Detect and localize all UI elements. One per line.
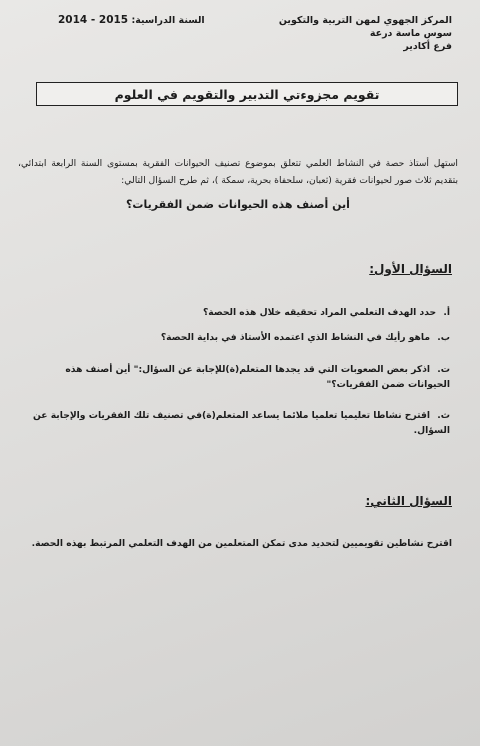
question-d bbox=[30, 408, 450, 438]
question-c-marker: ت. bbox=[437, 364, 450, 375]
section-1-title: السؤال الأول: bbox=[369, 262, 452, 276]
school-year bbox=[58, 14, 228, 26]
school-year-label: السنة الدراسية: bbox=[131, 15, 205, 26]
main-question: أين أصنف هذه الحيوانات ضمن الفقريات؟ bbox=[126, 198, 350, 211]
question-d-text: اقترح نشاطا تعليميا تعلميا ملائما يساعد المتعلم(ة)في تصنيف تلك الفقريات والإجابة عن السؤال. bbox=[32, 410, 450, 436]
question-a bbox=[30, 305, 450, 320]
question-c-text: اذكر بعض الصعوبات التي قد يجدها المتعلم(ة)للإجابة عن السؤال:" أين أصنف هذه الحيوانات ضمن الفقريات؟" bbox=[65, 364, 450, 390]
question-c bbox=[30, 362, 450, 392]
institution-header bbox=[262, 14, 452, 53]
document-title: تقويم مجزوءتي التدبير والتقويم في العلوم bbox=[36, 82, 458, 106]
question-a-marker: أ. bbox=[443, 307, 450, 318]
question-b-marker: ب. bbox=[437, 332, 450, 343]
section-2-text: اقترح نشاطين تقويميين لتحديد مدى تمكن المتعلمين من الهدف التعلمي المرتبط بهذه الحصة. bbox=[31, 538, 452, 549]
intro-paragraph: استهل أستاذ حصة في النشاط العلمي تتعلق بموضوع تصنيف الحيوانات الفقرية بمستوى السنة الرابعة ابتدائي، بتقديم ثلاث صور لحيوانات فقرية (ثعبان، سلحفاة بحرية، سمكة )، ثم طرح السؤال التالي: bbox=[18, 158, 458, 186]
institution-line-1: المركز الجهوي لمهن التربية والتكوين bbox=[278, 15, 452, 26]
question-a-text: حدد الهدف التعلمي المراد تحقيقه خلال هذه الحصة؟ bbox=[202, 307, 437, 318]
institution-line-2: سوس ماسة درعة bbox=[369, 28, 452, 39]
institution-line-3: فرع أكادير bbox=[403, 41, 452, 52]
question-d-marker: ث. bbox=[437, 410, 450, 421]
question-b-text: ماهو رأيك في النشاط الذي اعتمده الأستاذ في بداية الحصة؟ bbox=[160, 332, 431, 343]
section-2-title: السؤال الثاني: bbox=[365, 494, 452, 508]
question-b bbox=[30, 330, 450, 345]
school-year-value: 2014 - 2015 bbox=[58, 14, 129, 26]
